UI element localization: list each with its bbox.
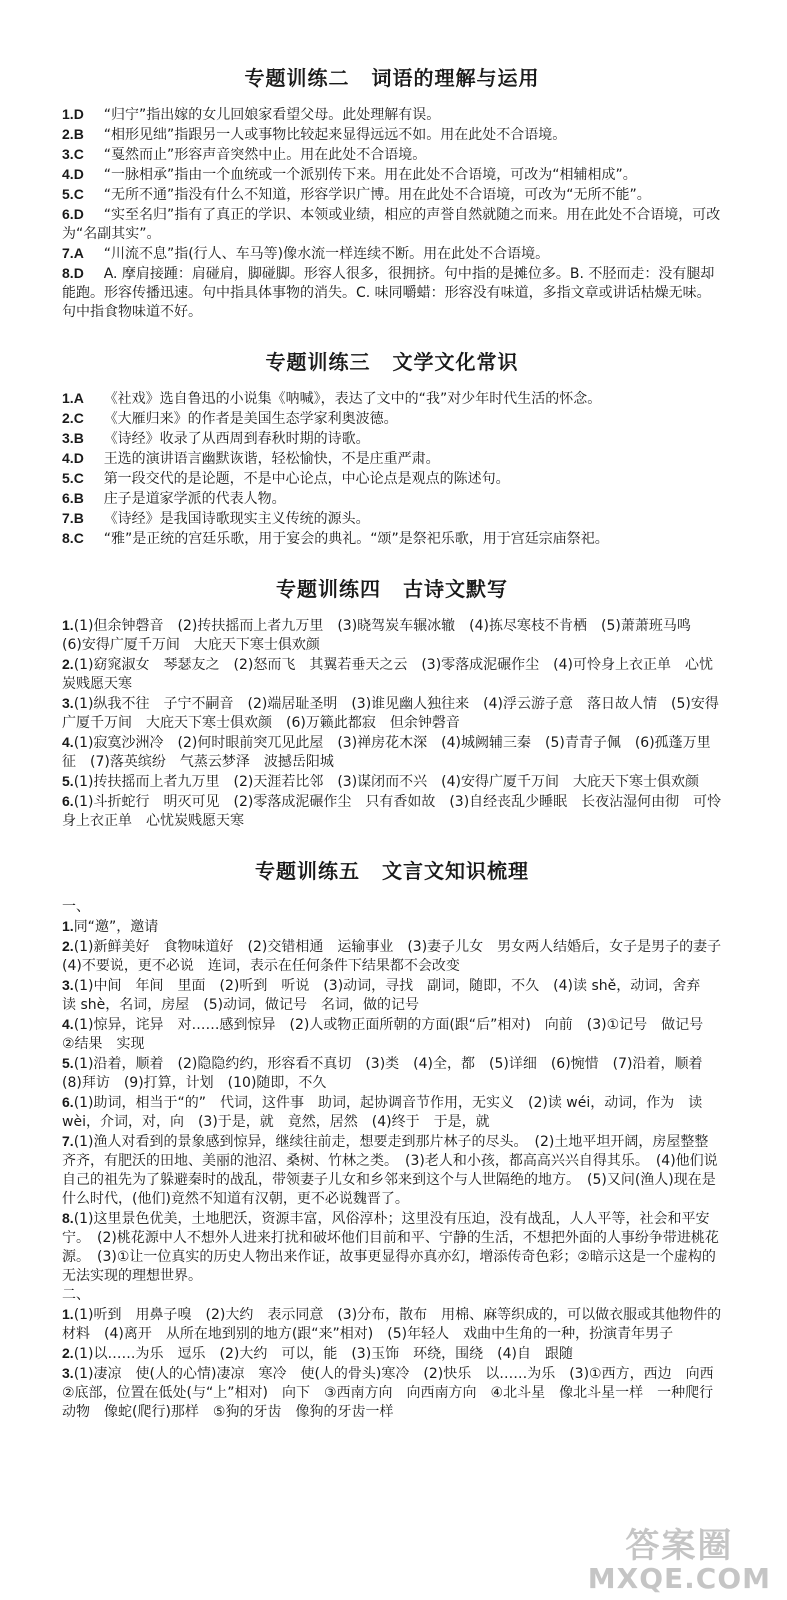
item-number: 4. — [62, 734, 74, 750]
item-number: 7. — [62, 1133, 74, 1149]
item-number: 5. — [62, 470, 74, 486]
item-answer: B — [73, 490, 84, 506]
item-answer: C — [73, 530, 84, 546]
answer-item — [62, 1209, 722, 1286]
answer-item — [62, 976, 722, 1015]
item-number: 5. — [62, 186, 74, 202]
answer-item — [62, 105, 722, 125]
watermark-text: 答案圈 — [625, 1526, 734, 1566]
item-number: 7. — [62, 510, 74, 526]
item-number: 1. — [62, 390, 74, 406]
answer-item — [62, 165, 722, 185]
part-label: 二、 — [62, 1287, 90, 1303]
answer-item — [62, 1305, 722, 1344]
item-text: 王选的演讲语言幽默诙谐，轻松愉快，不是庄重严肃。 — [103, 451, 440, 467]
item-number: 5. — [62, 1055, 74, 1071]
item-number: 6. — [62, 490, 74, 506]
item-answer: C — [73, 410, 84, 426]
answer-item — [62, 1054, 722, 1093]
item-answer: C — [73, 186, 84, 202]
answer-item — [62, 733, 722, 772]
item-number: 2. — [62, 1345, 74, 1361]
item-text: 《社戏》选自鲁迅的小说集《呐喊》，表达了文中的“我”对少年时代生活的怀念。 — [103, 391, 602, 407]
item-text: “归宁”指出嫁的女儿回娘家看望父母。此处理解有误。 — [103, 107, 441, 123]
section-topic: 词语的理解与运用 — [371, 66, 540, 90]
item-number: 2. — [62, 938, 74, 954]
item-number: 3. — [62, 430, 74, 446]
watermark-url: MXQE.COM — [587, 1562, 771, 1595]
answer-item — [62, 244, 722, 264]
item-number: 1. — [62, 918, 74, 934]
answer-item — [62, 917, 722, 937]
item-number: 3. — [62, 146, 74, 162]
item-text: (1)沿着，顺着 (2)隐隐约约，形容看不真切 (3)类 (4)全，都 (5)详细 (6)惋惜 (7)沿着，顺着 (8)拜访 (9)打算，计划 (10)随即，不久 — [62, 1056, 717, 1091]
item-number: 1. — [62, 106, 74, 122]
item-number: 6. — [62, 793, 74, 809]
section-2 — [62, 62, 722, 322]
section-number: 专题训练五 — [255, 859, 360, 883]
item-number: 2. — [62, 410, 74, 426]
section-number: 专题训练三 — [265, 350, 371, 374]
item-text: (1)窈窕淑女 琴瑟友之 (2)怒而飞 其翼若垂天之云 (3)零落成泥碾作尘 (4)可怜身上衣正单 心忧炭贱愿天寒 — [62, 657, 714, 692]
answer-item — [62, 389, 722, 409]
item-text: (1)惊异，诧异 对……感到惊异 (2)人或物正面所朝的方面(跟“后”相对) 向前 (3)①记号 做记号 ②结果 实现 — [62, 1017, 718, 1052]
item-number: 8. — [62, 530, 74, 546]
item-number: 4. — [62, 1016, 74, 1032]
answer-item — [62, 125, 722, 145]
item-text: 《诗经》收录了从西周到春秋时期的诗歌。 — [103, 431, 370, 447]
watermark-logo — [588, 1528, 771, 1594]
answer-item — [62, 655, 722, 694]
answer-item — [62, 489, 722, 509]
answer-item — [62, 1132, 722, 1209]
answer-item — [62, 469, 722, 489]
item-text: A. 摩肩接踵：肩碰肩，脚碰脚。形容人很多，很拥挤。句中指的是摊位多。B. 不胫而走：没有腿却能跑。形容传播迅速。句中指具体事物的消失。C. 味同嚼蜡：形容没有味道，多指文章或讲话枯燥无味。句中指食物味道不好。 — [62, 266, 715, 320]
section-topic: 文学文化常识 — [392, 350, 519, 374]
item-text: (1)凄凉 使(人的心情)凄凉 寒冷 使(人的骨头)寒冷 (2)快乐 以……为乐 (3)①西方，西边 向西 ②底部，位置在低处(与“上”相对) 向下 ③西南方向 向西南方向 ④北斗星 像北斗星一样 一种爬行动物 像蛇(爬行)那样 ⑤狗的牙齿 像狗的牙齿一样 — [62, 1366, 728, 1420]
item-answer: C — [73, 470, 84, 486]
item-text: “戛然而止”形容声音突然中止。用在此处不合语境。 — [103, 147, 427, 163]
item-text: (1)中间 年间 里面 (2)听到 听说 (3)动词，寻找 副词，随即，不久 (4)读 shě，动词，舍弃 读 shè，名词，房屋 (5)动词，做记号 名词，做的记号 — [62, 978, 715, 1013]
item-text: (1)以……为乐 逗乐 (2)大约 可以，能 (3)玉饰 环绕，围绕 (4)自 跟随 — [73, 1346, 574, 1362]
item-answer: B — [73, 510, 84, 526]
answer-item — [62, 205, 722, 244]
section-5 — [62, 855, 736, 1422]
item-number: 3. — [62, 695, 74, 711]
section-title — [62, 62, 722, 91]
item-number: 1. — [62, 617, 74, 633]
item-number: 2. — [62, 126, 74, 142]
answer-item — [62, 792, 722, 831]
answer-item — [62, 1344, 722, 1364]
item-text: 同“邀”，邀请 — [73, 919, 159, 935]
item-text: 《诗经》是我国诗歌现实主义传统的源头。 — [103, 511, 370, 527]
answer-item — [62, 937, 736, 976]
item-answer: D — [73, 166, 84, 182]
item-answer: D — [73, 106, 84, 122]
answer-item — [62, 694, 722, 733]
item-text: (1)抟扶摇而上者九万里 (2)天涯若比邻 (3)谋闭而不兴 (4)安得广厦千万间 大庇天下寒士俱欢颜 — [73, 774, 700, 790]
answer-item — [62, 145, 722, 165]
section-topic: 文言文知识梳理 — [382, 859, 529, 883]
item-answer: B — [73, 430, 84, 446]
item-text: 《大雁归来》的作者是美国生态学家利奥波德。 — [103, 411, 398, 427]
item-text: “无所不通”指没有什么不知道，形容学识广博。用在此处不合语境，可改为“无所不能”。 — [103, 187, 651, 203]
answer-item — [62, 1364, 728, 1422]
answer-item — [62, 264, 722, 322]
answer-item — [62, 1093, 722, 1132]
item-answer: A — [73, 390, 84, 406]
section-title — [62, 855, 722, 884]
answer-item — [62, 429, 722, 449]
item-number: 4. — [62, 450, 74, 466]
answer-item — [62, 616, 722, 655]
answer-item — [62, 529, 722, 549]
section-topic: 古诗文默写 — [403, 577, 508, 601]
section-title — [62, 573, 722, 602]
item-text: “一脉相承”指由一个血统或一个派别传下来。用在此处不合语境，可改为“相辅相成”。 — [103, 167, 637, 183]
item-text: “相形见绌”指跟另一人或事物比较起来显得远远不如。用在此处不合语境。 — [103, 127, 567, 143]
answer-page — [62, 56, 736, 1446]
item-number: 4. — [62, 166, 74, 182]
item-text: (1)听到 用鼻子嗅 (2)大约 表示同意 (3)分布，散布 用棉、麻等织成的，可以做衣服或其他物件的材料 (4)离开 从所在地到别的地方(跟“来”相对) (5)年轻人 戏曲中生角的一种，扮演青年男子 — [62, 1307, 722, 1342]
item-answer: D — [73, 206, 84, 222]
answer-item — [62, 185, 722, 205]
answer-item — [62, 509, 722, 529]
item-text: (1)新鲜美好 食物味道好 (2)交错相通 运输事业 (3)妻子儿女 男女两人结婚后，女子是男子的妻子 (4)不要说，更不必说 连词，表示在任何条件下结果都不会改变 — [62, 939, 736, 974]
section-title — [62, 346, 722, 375]
item-text: (1)寂寞沙洲冷 (2)何时眼前突兀见此屋 (3)禅房花木深 (4)城阙辅三秦 (5)青青子佩 (6)孤蓬万里征 (7)落英缤纷 气蒸云梦泽 波撼岳阳城 — [62, 735, 711, 770]
item-text: “实至名归”指有了真正的学识、本领或业绩，相应的声誉自然就随之而来。用在此处不合语境，可改为“名副其实”。 — [62, 207, 721, 242]
item-number: 8. — [62, 1210, 74, 1226]
item-number: 3. — [62, 977, 74, 993]
section-4 — [62, 573, 722, 831]
item-number: 3. — [62, 1365, 74, 1381]
item-number: 8. — [62, 265, 74, 281]
item-text: (1)这里景色优美，土地肥沃，资源丰富，风俗淳朴；这里没有压迫，没有战乱，人人平等，社会和平安宁。 (2)桃花源中人不想外人进来打扰和破坏他们目前和平、宁静的生活，不想把外面的人事纷争带进桃花源。 (3)①让一位真实的历史人物出来作证，故事更显得亦真亦幻，增添传奇色彩；②暗示这是一个虚构的无法实现的理想世界。 — [62, 1211, 719, 1284]
item-answer: D — [73, 450, 84, 466]
item-text: (1)渔人对看到的景象感到惊异，继续往前走，想要走到那片林子的尽头。 (2)土地平坦开阔，房屋整整齐齐，有肥沃的田地、美丽的池沼、桑树、竹林之类。 (3)老人和小孩，都高高兴兴自得其乐。 (4)他们说自己的祖先为了躲避秦时的战乱，带领妻子儿女和乡邻来到这个与人世隔绝的地方。 (5)又问(渔人)现在是什么时代，(他们)竟然不知道有汉朝，更不必说魏晋了。 — [62, 1134, 718, 1207]
section-number: 专题训练二 — [244, 66, 350, 90]
item-answer: D — [73, 265, 84, 281]
item-number: 5. — [62, 773, 74, 789]
item-answer: C — [73, 146, 84, 162]
item-text: (1)助词，相当于“的” 代词，这件事 助词，起协调音节作用，无实义 (2)读 wéi，动词，作为 读 wèi，介词，对，向 (3)于是，就 竟然，居然 (4)终于 于是，就 — [62, 1095, 703, 1130]
answer-item — [62, 1015, 722, 1054]
item-text: (1)斗折蛇行 明灭可见 (2)零落成泥碾作尘 只有香如故 (3)自经丧乱少睡眠 长夜沾湿何由彻 可怜身上衣正单 心忧炭贱愿天寒 — [62, 794, 722, 829]
answer-item — [62, 449, 722, 469]
item-number: 1. — [62, 1306, 74, 1322]
item-number: 6. — [62, 1094, 74, 1110]
item-number: 7. — [62, 245, 74, 261]
item-text: “雅”是正统的宫廷乐歌，用于宴会的典礼。“颂”是祭祀乐歌，用于宫廷宗庙祭祀。 — [103, 531, 609, 547]
item-text: (1)纵我不往 子宁不嗣音 (2)端居耻圣明 (3)谁见幽人独往来 (4)浮云游子意 落日故人情 (5)安得广厦千万间 大庇天下寒士俱欢颜 (6)万籁此都寂 但余钟磬音 — [62, 696, 719, 731]
answer-item — [62, 409, 722, 429]
item-text: 第一段交代的是论题，不是中心论点，中心论点是观点的陈述句。 — [103, 471, 510, 487]
part-label: 一、 — [62, 899, 90, 915]
item-answer: A — [73, 245, 84, 261]
item-text: 庄子是道家学派的代表人物。 — [103, 491, 286, 507]
section-3 — [62, 346, 722, 549]
item-text: “川流不息”指(行人、车马等)像水流一样连续不断。用在此处不合语境。 — [103, 246, 550, 262]
item-number: 2. — [62, 656, 74, 672]
answer-item — [62, 772, 722, 792]
section-number: 专题训练四 — [276, 577, 381, 601]
item-answer: B — [73, 126, 84, 142]
item-number: 6. — [62, 206, 74, 222]
item-text: (1)但余钟磬音 (2)抟扶摇而上者九万里 (3)晓驾炭车辗冰辙 (4)拣尽寒枝不肯栖 (5)萧萧班马鸣 (6)安得广厦千万间 大庇天下寒士俱欢颜 — [62, 618, 705, 653]
